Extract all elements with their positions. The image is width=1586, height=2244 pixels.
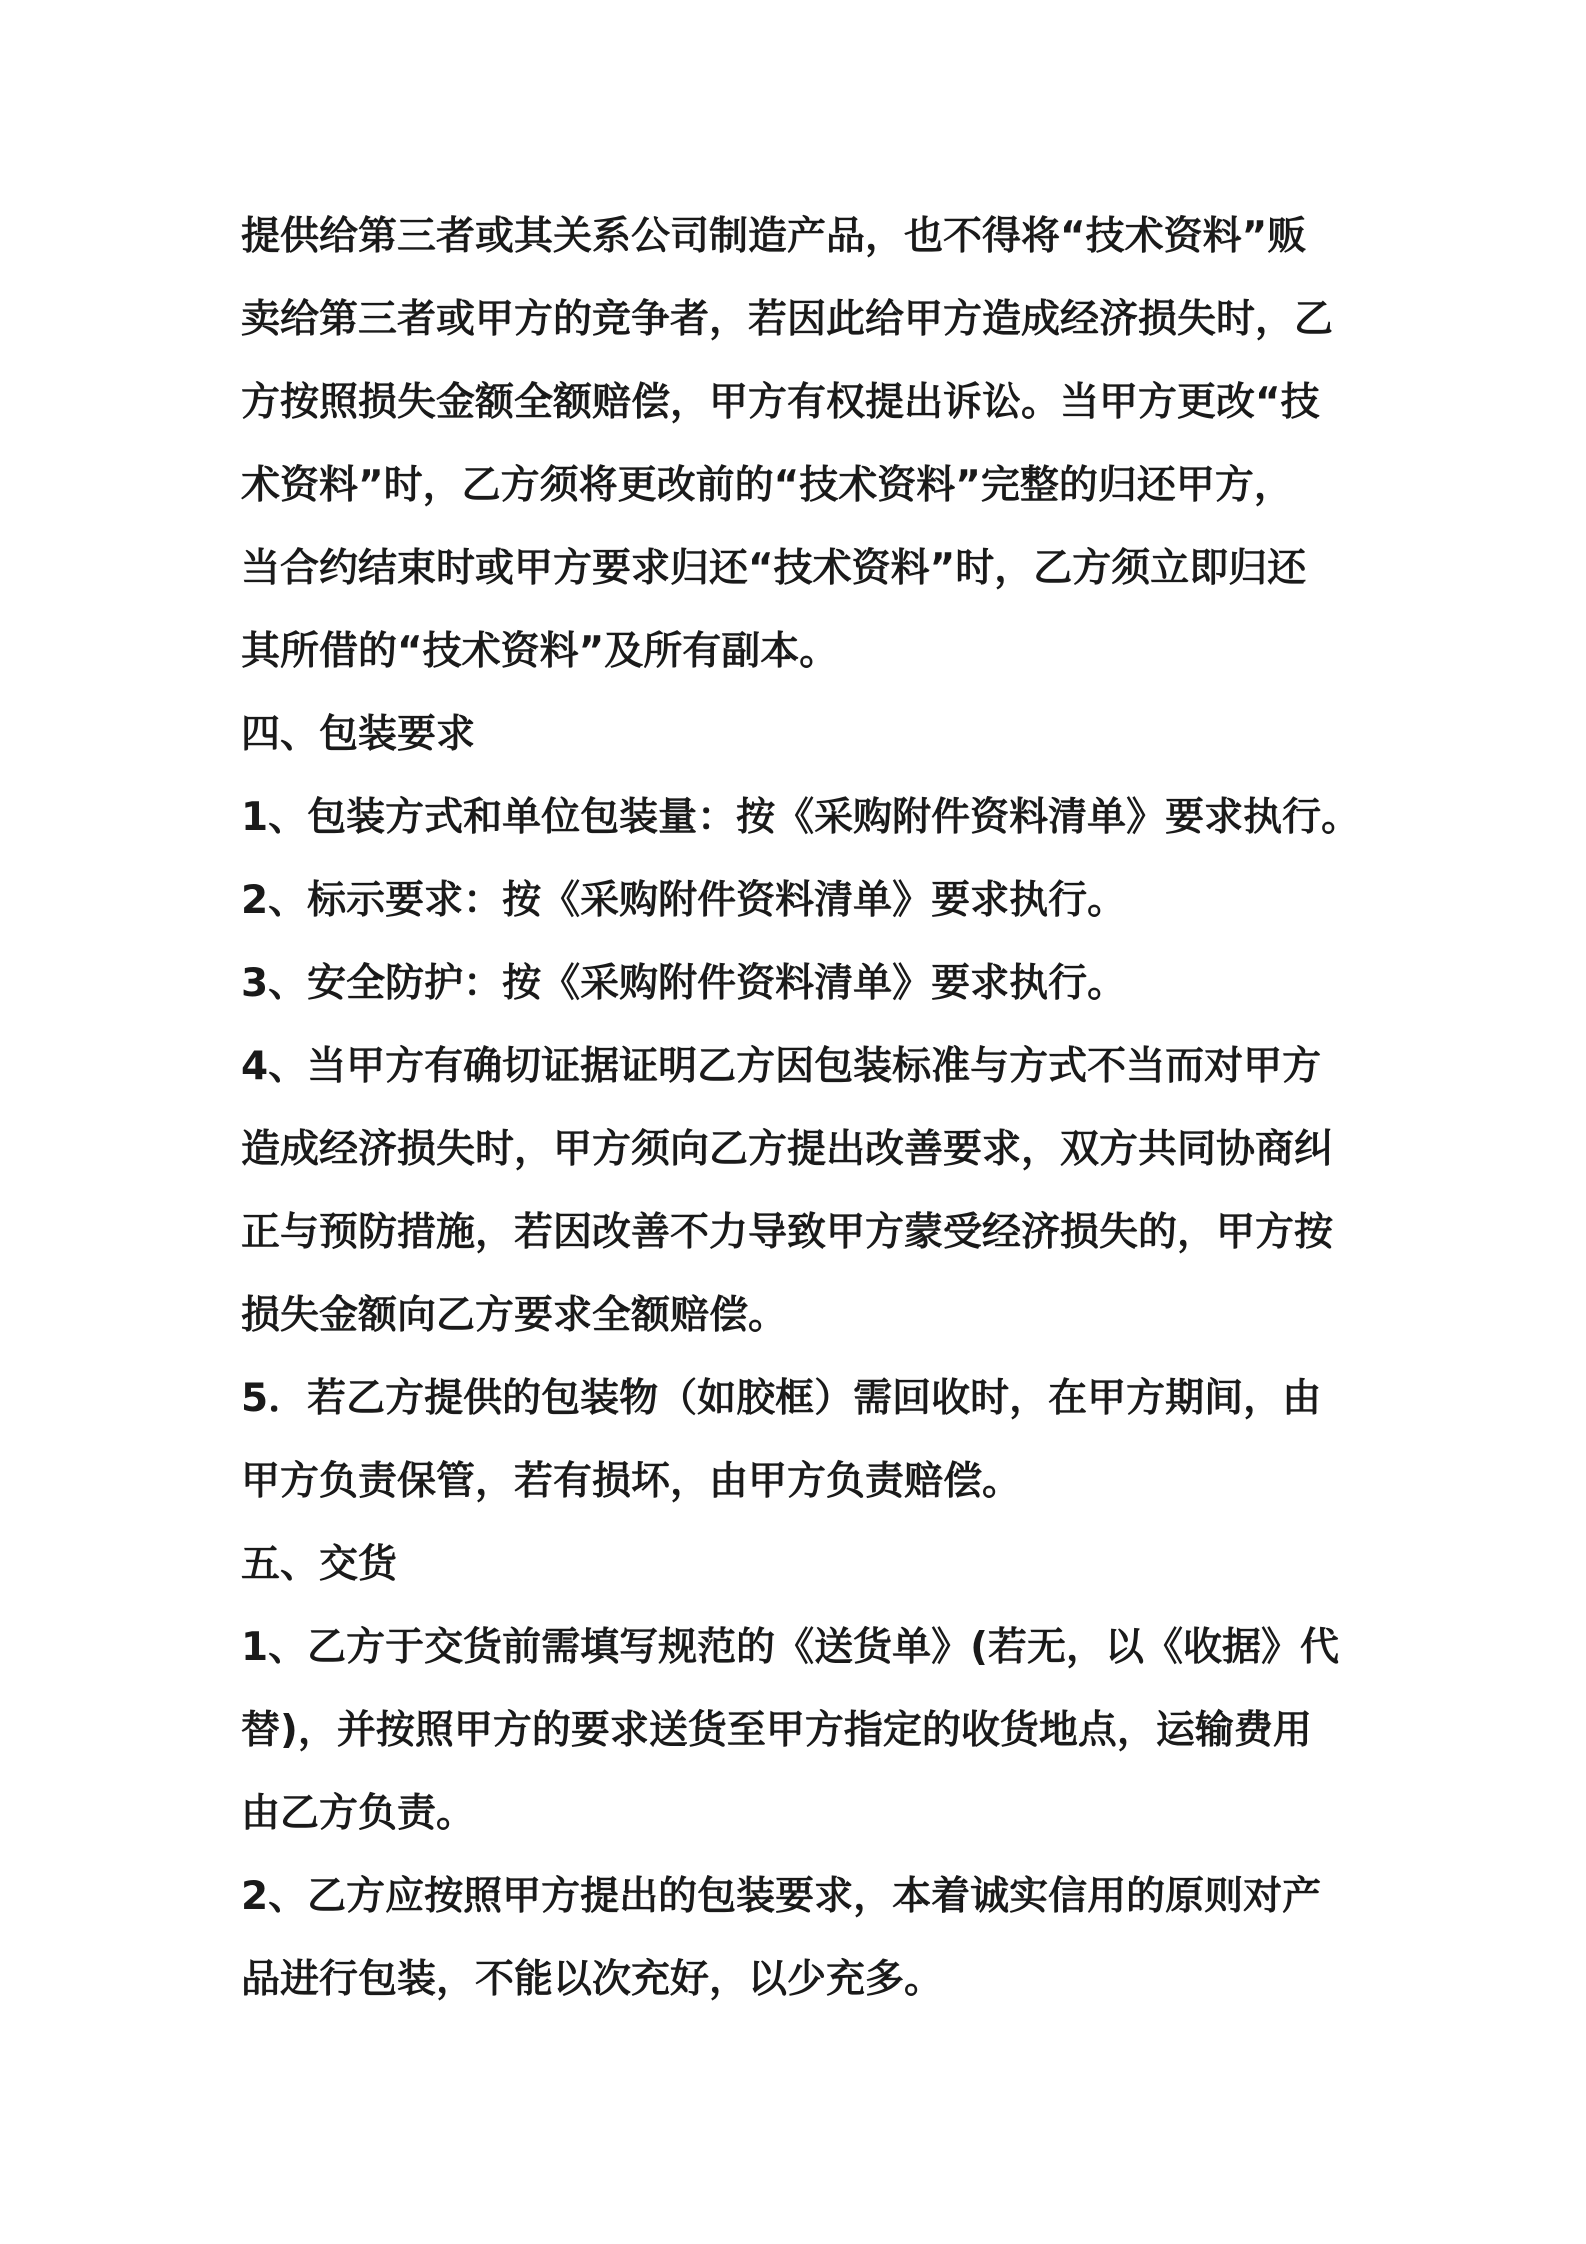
text-line: 1、乙方于交货前需填写规范的《送货单》(若无，以《收据》代	[241, 1625, 1339, 1670]
text-line: 4、当甲方有确切证据证明乙方因包装标准与方式不当而对甲方	[241, 1044, 1322, 1089]
text-line: 品进行包装，不能以次充好，以少充多。	[241, 1957, 944, 2002]
section-heading: 五、交货	[241, 1542, 398, 1587]
text-line: 2、乙方应按照甲方提出的包装要求，本着诚实信用的原则对产	[241, 1874, 1322, 1919]
text-line: 替)，并按照甲方的要求送货至甲方指定的收货地点，运输费用	[241, 1708, 1312, 1753]
text-line: 方按照损失金额全额赔偿，甲方有权提出诉讼。当甲方更改“技	[241, 380, 1320, 425]
text-line: 甲方负责保管，若有损坏，由甲方负责赔偿。	[241, 1459, 1022, 1504]
section-heading: 四、包装要求	[241, 712, 476, 757]
text-line: 其所借的“技术资料”及所有副本。	[241, 629, 839, 674]
text-line: 术资料”时，乙方须将更改前的“技术资料”完整的归还甲方，	[241, 463, 1293, 508]
text-line: 2、标示要求：按《采购附件资料清单》要求执行。	[241, 878, 1127, 923]
text-line: 5．若乙方提供的包装物（如胶框）需回收时，在甲方期间，由	[241, 1376, 1322, 1421]
text-line: 3、安全防护：按《采购附件资料清单》要求执行。	[241, 961, 1127, 1006]
text-line: 当合约结束时或甲方要求归还“技术资料”时，乙方须立即归还	[241, 546, 1307, 591]
text-line: 造成经济损失时，甲方须向乙方提出改善要求，双方共同协商纠	[241, 1127, 1334, 1172]
text-line: 卖给第三者或甲方的竞争者，若因此给甲方造成经济损失时，乙	[241, 297, 1334, 342]
text-line: 由乙方负责。	[241, 1791, 476, 1836]
text-line: 正与预防措施，若因改善不力导致甲方蒙受经济损失的，甲方按	[241, 1210, 1334, 1255]
text-line: 1、包装方式和单位包装量：按《采购附件资料清单》要求执行。	[241, 795, 1361, 840]
text-line: 提供给第三者或其关系公司制造产品，也不得将“技术资料”贩	[241, 214, 1307, 259]
document-body	[241, 195, 1361, 2021]
text-line: 损失金额向乙方要求全额赔偿。	[241, 1293, 788, 1338]
